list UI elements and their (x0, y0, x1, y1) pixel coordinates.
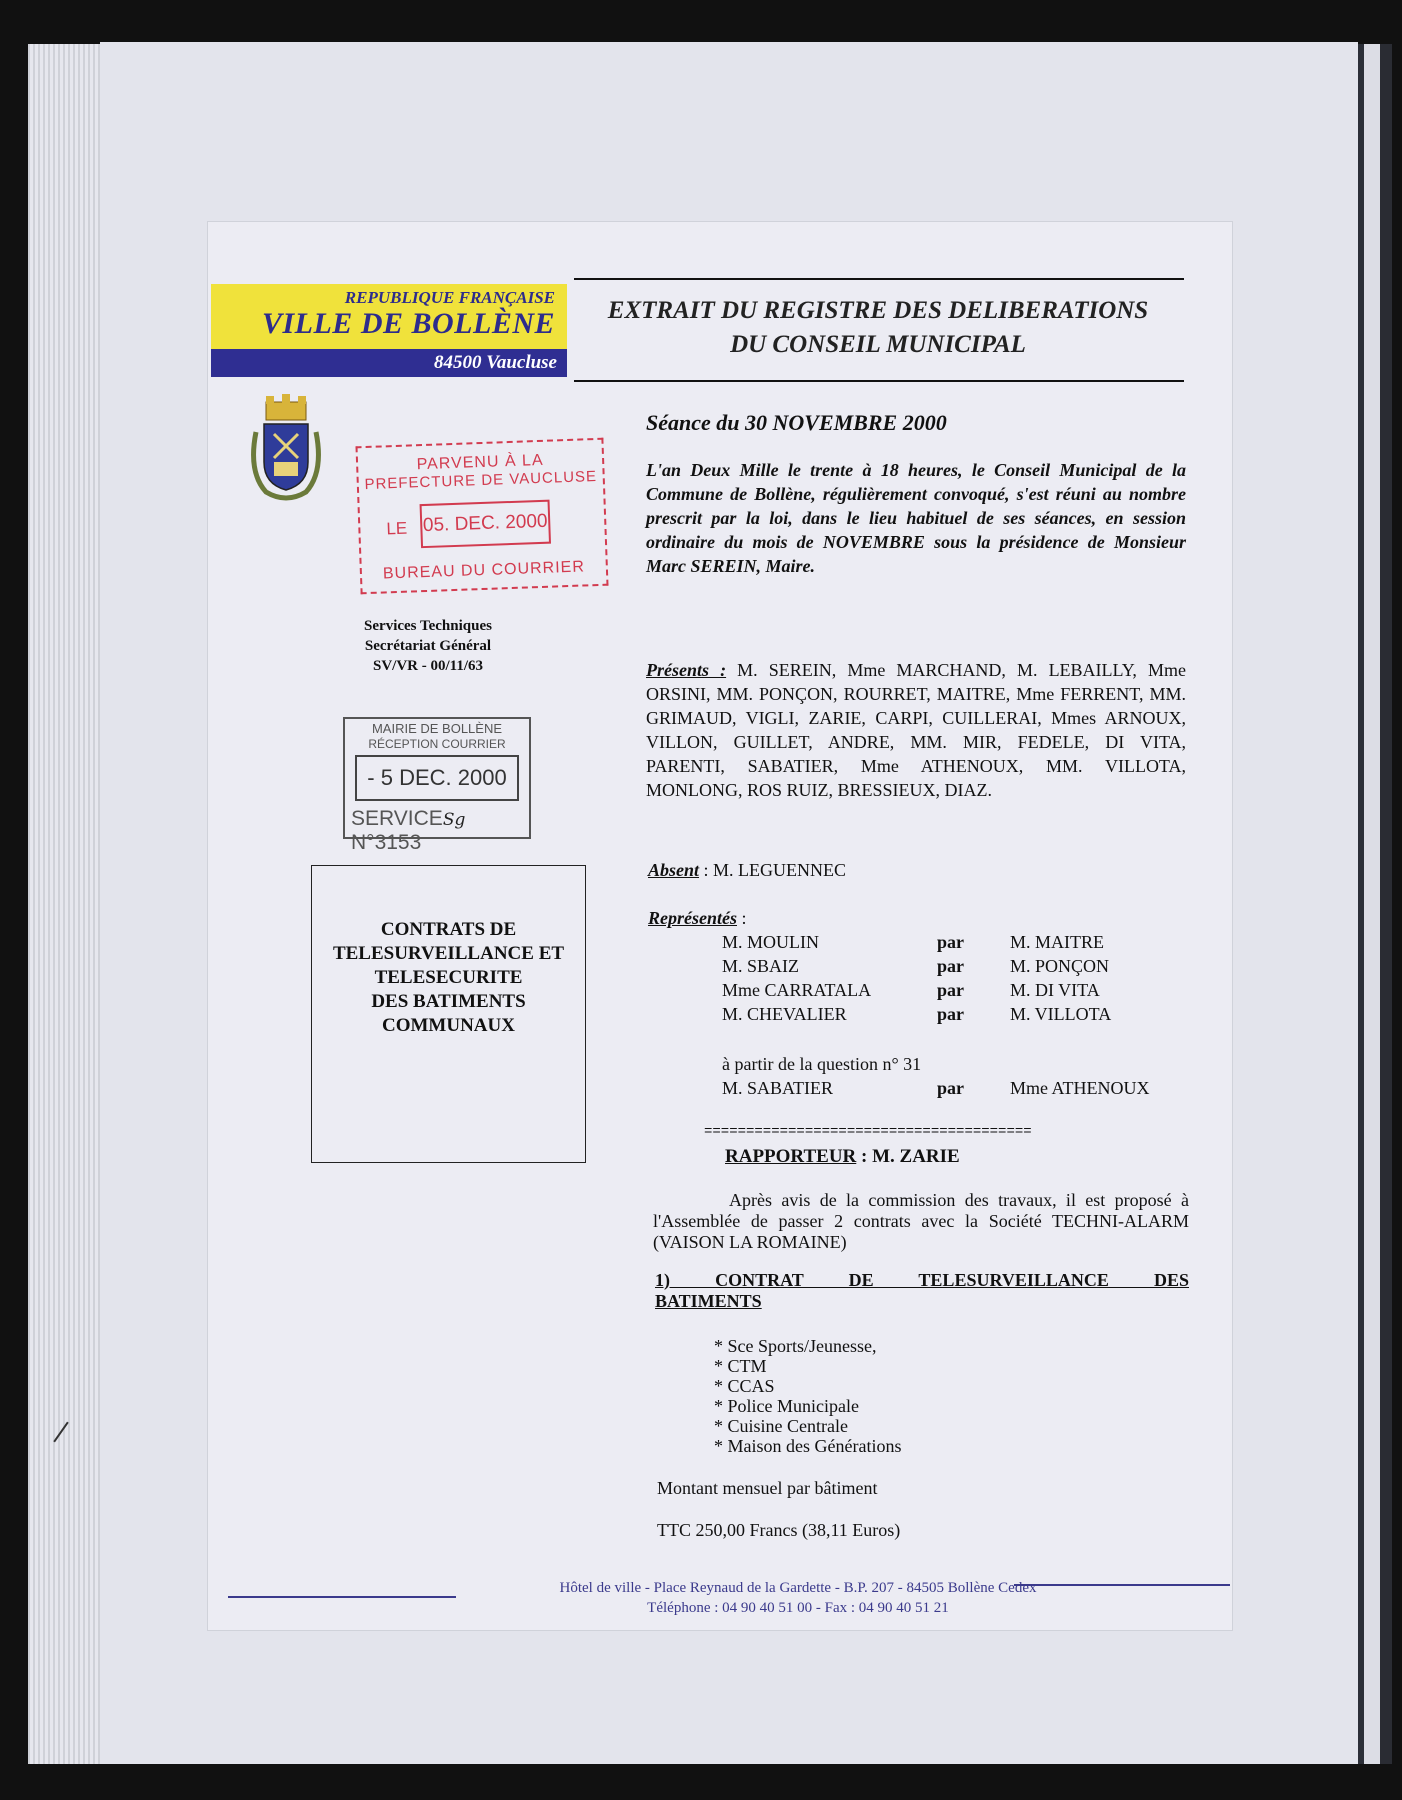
contract-heading-line2: BATIMENTS (655, 1291, 762, 1311)
list-item: * CCAS (714, 1376, 775, 1396)
mairie-stamp-service (351, 807, 529, 855)
title-rule-bottom (574, 380, 1184, 382)
rep-proxy: M. DI VITA (1010, 980, 1100, 1000)
services-line1: Services Techniques (364, 618, 492, 634)
separator-line: ======================================= (704, 1124, 1032, 1140)
mairie-stamp-line1: MAIRIE DE BOLLÈNE (371, 721, 503, 736)
rep-name: M. SABATIER (722, 1078, 834, 1098)
mairie-service-handwritten: Sg (442, 810, 466, 830)
rep-proxy: M. PONÇON (1010, 956, 1110, 976)
prefecture-stamp-line3: BUREAU DU COURRIER (382, 558, 586, 583)
rapporteur-label: RAPPORTEUR (725, 1146, 857, 1167)
services-block (328, 616, 528, 676)
montant-label: Montant mensuel par bâtiment (657, 1478, 878, 1498)
header-blue-band (211, 349, 567, 377)
rep-proxy: M. VILLOTA (1010, 1004, 1112, 1024)
republique-label: REPUBLIQUE FRANÇAISE (344, 288, 555, 307)
rep-name: M. CHEVALIER (722, 1004, 847, 1024)
title-line-2: DU CONSEIL MUNICIPAL (730, 331, 1026, 358)
absent-text: : M. LEGUENNEC (699, 860, 847, 880)
rep-par: par (937, 932, 964, 952)
services-ref: SV/VR - 00/11/63 (372, 658, 483, 674)
title-line-1: EXTRAIT DU REGISTRE DES DELIBERATIONS (607, 297, 1149, 324)
absent-block (648, 860, 846, 881)
document-sheet (208, 222, 1232, 1630)
departement-label: 84500 Vaucluse (434, 352, 557, 373)
prefecture-stamp (355, 438, 608, 595)
coat-of-arms-icon (246, 392, 326, 504)
rep-row (722, 932, 1182, 956)
contract-heading-line1: 1) CONTRAT DE TELESURVEILLANCE DES (655, 1270, 1189, 1290)
intro-paragraph: L'an Deux Mille le trente à 18 heures, le Conseil Municipal de la Commune de Bollène, régulièrement convoqué, s'est réuni au nombre prescrit par la loi, dans le lieu habituel de ses séances, en session ordinaire du mois de NOVEMBRE sous la présidence de Monsieur Marc SEREIN, Maire. (646, 460, 1186, 576)
list-item: * Police Municipale (714, 1396, 859, 1416)
proposal-paragraph: Après avis de la commission des travaux, il est proposé à l'Assemblée de passer 2 contrats avec la Société TECHNI-ALARM (VAISON LA ROMAINE) (653, 1190, 1189, 1252)
rep-par: par (937, 980, 964, 1000)
rep-par: par (937, 956, 964, 976)
prefecture-stamp-date: 05. DEC. 2000 (420, 500, 551, 549)
subject-box (311, 865, 586, 1163)
representes-label: Représentés (648, 908, 737, 928)
rep-par: par (937, 1004, 964, 1024)
footer (368, 1578, 1228, 1618)
representes-block (648, 908, 747, 929)
list-item: * Maison des Générations (714, 1436, 902, 1456)
prefecture-stamp-le: LE (386, 518, 408, 539)
prefecture-stamp-line1: PARVENU À LA (416, 451, 544, 474)
rep-row (722, 980, 1182, 1004)
presents-label: Présents : (646, 660, 727, 680)
rep-name: M. SBAIZ (722, 956, 800, 976)
rep-par: par (937, 1078, 964, 1098)
rapporteur-text: : M. ZARIE (856, 1146, 960, 1167)
footer-address: Hôtel de ville - Place Reynaud de la Gardette - B.P. 207 - 84505 Bollène Cedex (559, 1580, 1037, 1596)
subject-title: CONTRATS DE TELESURVEILLANCE ET TELESECURITE DES BATIMENTS COMMUNAUX (332, 919, 565, 1036)
rep-row-extra (722, 1078, 1182, 1102)
contract-heading (655, 1270, 1189, 1312)
mairie-service-label: SERVICE (351, 807, 443, 830)
seance-date: Séance du 30 NOVEMBRE 2000 (646, 410, 947, 435)
ttc-amount: TTC 250,00 Francs (38,11 Euros) (657, 1520, 901, 1540)
mairie-numero: N°3153 (351, 831, 422, 854)
footer-phone: Téléphone : 04 90 40 51 00 - Fax : 04 90 40 51 21 (647, 1600, 949, 1616)
list-item: * CTM (714, 1356, 767, 1376)
absent-label: Absent (648, 860, 700, 880)
representes-suffix: : (737, 908, 747, 928)
prefecture-stamp-line2: PREFECTURE DE VAUCLUSE (364, 467, 598, 494)
buildings-list (714, 1336, 901, 1456)
rep-name: Mme CARRATALA (722, 980, 872, 1000)
header-yellow-band (211, 284, 567, 349)
rep-name: M. MOULIN (722, 932, 819, 952)
rep-row (722, 1004, 1182, 1028)
rep-row (722, 956, 1182, 980)
mairie-stamp-date: - 5 DEC. 2000 (355, 755, 519, 801)
rep-proxy: M. MAITRE (1010, 932, 1104, 952)
from-question-note: à partir de la question n° 31 (722, 1054, 922, 1074)
presents-block (646, 658, 1186, 802)
list-item: * Cuisine Centrale (714, 1416, 848, 1436)
services-line2: Secrétariat Général (364, 638, 492, 654)
document-title (578, 294, 1178, 362)
mairie-stamp-line2: RÉCEPTION COURRIER (368, 737, 506, 751)
mairie-stamp (343, 717, 531, 854)
ville-label: VILLE DE BOLLÈNE (261, 307, 555, 340)
rep-proxy: Mme ATHENOUX (1010, 1078, 1150, 1098)
presents-text: M. SEREIN, Mme MARCHAND, M. LEBAILLY, Mme ORSINI, MM. PONÇON, ROURRET, MAITRE, Mme FERRENT, MM. GRIMAUD, VIGLI, ZARIE, CARPI, CUILLERAI, Mmes ARNOUX, VILLON, GUILLET, ANDRE, MM. MIR, FEDELE, DI VITA, PARENTI, SABATIER, Mme ATHENOUX, MM. VILLOTA, MONLONG, ROS RUIZ, BRESSIEUX, DIAZ. (646, 660, 1186, 800)
list-item: * Sce Sports/Jeunesse, (714, 1336, 877, 1356)
book-right-edge (1358, 44, 1392, 1764)
title-rule-top (574, 278, 1184, 280)
rapporteur (725, 1146, 960, 1168)
